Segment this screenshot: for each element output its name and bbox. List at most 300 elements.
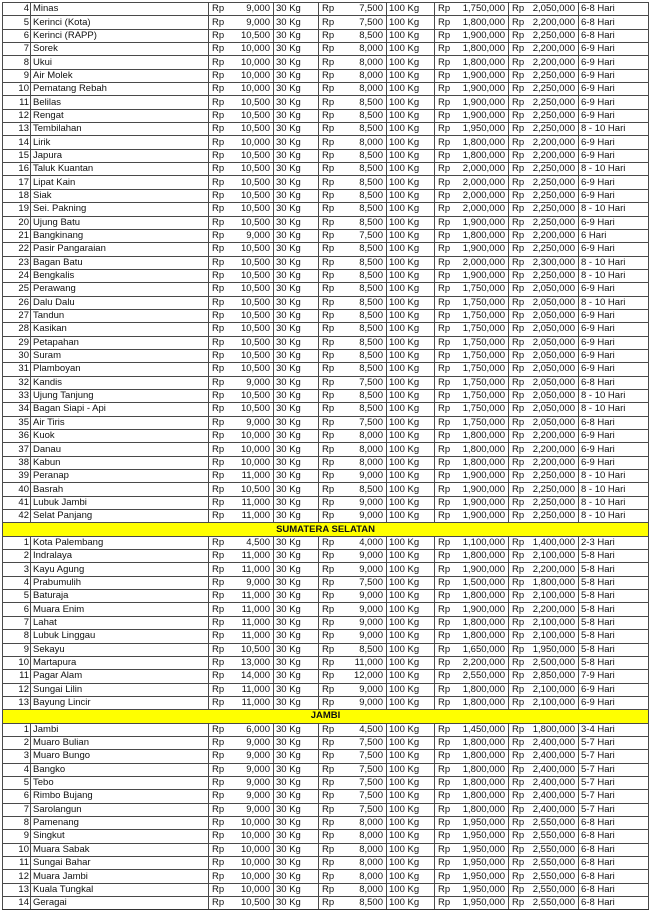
price-per-kg-30: 10,500 bbox=[231, 163, 274, 176]
price-per-kg-30: 10,500 bbox=[231, 363, 274, 376]
currency-label: Rp bbox=[435, 696, 455, 709]
table-row bbox=[3, 510, 649, 523]
price-tier-b: 2,250,000 bbox=[529, 483, 579, 496]
min-weight-100: 100 Kg bbox=[387, 29, 435, 42]
currency-label: Rp bbox=[319, 576, 339, 589]
price-per-kg-30: 4,500 bbox=[231, 536, 274, 549]
delivery-estimate: 6 Hari bbox=[579, 229, 649, 242]
currency-label: Rp bbox=[319, 176, 339, 189]
price-tier-a: 1,900,000 bbox=[455, 496, 509, 509]
delivery-estimate: 5-7 Hari bbox=[579, 803, 649, 816]
table-row bbox=[3, 323, 649, 336]
min-weight-30: 30 Kg bbox=[274, 69, 319, 82]
min-weight-30: 30 Kg bbox=[274, 563, 319, 576]
price-tier-a: 1,750,000 bbox=[455, 296, 509, 309]
delivery-estimate: 6-9 Hari bbox=[579, 430, 649, 443]
currency-label: Rp bbox=[509, 69, 529, 82]
price-tier-b: 2,050,000 bbox=[529, 3, 579, 16]
currency-label: Rp bbox=[509, 296, 529, 309]
table-row bbox=[3, 29, 649, 42]
table-row bbox=[3, 603, 649, 616]
price-tier-a: 1,800,000 bbox=[455, 16, 509, 29]
price-per-kg-30: 10,500 bbox=[231, 203, 274, 216]
price-tier-a: 1,800,000 bbox=[455, 776, 509, 789]
price-per-kg-30: 10,000 bbox=[231, 456, 274, 469]
currency-label: Rp bbox=[435, 403, 455, 416]
currency-label: Rp bbox=[209, 870, 231, 883]
currency-label: Rp bbox=[209, 483, 231, 496]
min-weight-30: 30 Kg bbox=[274, 376, 319, 389]
currency-label: Rp bbox=[319, 189, 339, 202]
city-name: Kota Palembang bbox=[31, 536, 209, 549]
min-weight-30: 30 Kg bbox=[274, 176, 319, 189]
min-weight-30: 30 Kg bbox=[274, 510, 319, 523]
min-weight-100: 100 Kg bbox=[387, 203, 435, 216]
price-per-kg-100: 8,000 bbox=[339, 830, 387, 843]
price-tier-a: 1,950,000 bbox=[455, 816, 509, 829]
currency-label: Rp bbox=[509, 576, 529, 589]
table-row bbox=[3, 229, 649, 242]
price-per-kg-30: 10,500 bbox=[231, 243, 274, 256]
currency-label: Rp bbox=[319, 243, 339, 256]
delivery-estimate: 5-8 Hari bbox=[579, 616, 649, 629]
currency-label: Rp bbox=[209, 229, 231, 242]
price-tier-b: 2,550,000 bbox=[529, 857, 579, 870]
currency-label: Rp bbox=[319, 763, 339, 776]
min-weight-100: 100 Kg bbox=[387, 189, 435, 202]
min-weight-30: 30 Kg bbox=[274, 283, 319, 296]
city-name: Muaro Bungo bbox=[31, 750, 209, 763]
price-per-kg-30: 10,000 bbox=[231, 857, 274, 870]
price-tier-b: 2,050,000 bbox=[529, 283, 579, 296]
table-row bbox=[3, 163, 649, 176]
price-per-kg-100: 8,500 bbox=[339, 123, 387, 136]
price-tier-a: 1,100,000 bbox=[455, 536, 509, 549]
currency-label: Rp bbox=[509, 696, 529, 709]
currency-label: Rp bbox=[435, 656, 455, 669]
currency-label: Rp bbox=[209, 603, 231, 616]
section-header-row bbox=[3, 523, 649, 536]
price-tier-b: 2,250,000 bbox=[529, 470, 579, 483]
currency-label: Rp bbox=[319, 496, 339, 509]
currency-label: Rp bbox=[319, 870, 339, 883]
price-per-kg-100: 9,000 bbox=[339, 563, 387, 576]
table-row bbox=[3, 123, 649, 136]
min-weight-100: 100 Kg bbox=[387, 109, 435, 122]
price-per-kg-100: 9,000 bbox=[339, 470, 387, 483]
table-row bbox=[3, 897, 649, 910]
row-number: 8 bbox=[3, 630, 31, 643]
city-name: Air Molek bbox=[31, 69, 209, 82]
min-weight-100: 100 Kg bbox=[387, 269, 435, 282]
city-name: Basrah bbox=[31, 483, 209, 496]
row-number: 11 bbox=[3, 96, 31, 109]
city-name: Tandun bbox=[31, 309, 209, 322]
price-per-kg-30: 10,500 bbox=[231, 189, 274, 202]
currency-label: Rp bbox=[509, 656, 529, 669]
city-name: Bagan Batu bbox=[31, 256, 209, 269]
row-number: 4 bbox=[3, 763, 31, 776]
currency-label: Rp bbox=[509, 403, 529, 416]
min-weight-30: 30 Kg bbox=[274, 830, 319, 843]
currency-label: Rp bbox=[509, 336, 529, 349]
table-row bbox=[3, 470, 649, 483]
price-tier-b: 2,250,000 bbox=[529, 496, 579, 509]
min-weight-30: 30 Kg bbox=[274, 790, 319, 803]
currency-label: Rp bbox=[435, 510, 455, 523]
currency-label: Rp bbox=[509, 550, 529, 563]
city-name: Baturaja bbox=[31, 590, 209, 603]
price-per-kg-30: 10,500 bbox=[231, 269, 274, 282]
city-name: Pasir Pangaraian bbox=[31, 243, 209, 256]
min-weight-30: 30 Kg bbox=[274, 536, 319, 549]
table-row bbox=[3, 870, 649, 883]
price-tier-b: 2,050,000 bbox=[529, 296, 579, 309]
currency-label: Rp bbox=[509, 283, 529, 296]
currency-label: Rp bbox=[209, 750, 231, 763]
delivery-estimate: 6-8 Hari bbox=[579, 883, 649, 896]
city-name: Suram bbox=[31, 349, 209, 362]
min-weight-30: 30 Kg bbox=[274, 456, 319, 469]
table-row bbox=[3, 683, 649, 696]
price-tier-a: 1,800,000 bbox=[455, 229, 509, 242]
row-number: 39 bbox=[3, 470, 31, 483]
currency-label: Rp bbox=[509, 176, 529, 189]
city-name: Pamenang bbox=[31, 816, 209, 829]
price-tier-a: 1,800,000 bbox=[455, 430, 509, 443]
currency-label: Rp bbox=[319, 163, 339, 176]
currency-label: Rp bbox=[319, 563, 339, 576]
currency-label: Rp bbox=[319, 43, 339, 56]
price-tier-a: 1,800,000 bbox=[455, 149, 509, 162]
currency-label: Rp bbox=[509, 590, 529, 603]
table-row bbox=[3, 723, 649, 736]
delivery-estimate: 6-9 Hari bbox=[579, 56, 649, 69]
city-name: Danau bbox=[31, 443, 209, 456]
table-row bbox=[3, 243, 649, 256]
price-per-kg-30: 10,500 bbox=[231, 96, 274, 109]
currency-label: Rp bbox=[319, 656, 339, 669]
currency-label: Rp bbox=[319, 816, 339, 829]
currency-label: Rp bbox=[435, 243, 455, 256]
price-per-kg-100: 8,000 bbox=[339, 69, 387, 82]
price-per-kg-100: 7,500 bbox=[339, 750, 387, 763]
min-weight-100: 100 Kg bbox=[387, 723, 435, 736]
currency-label: Rp bbox=[509, 56, 529, 69]
price-per-kg-100: 9,000 bbox=[339, 696, 387, 709]
price-per-kg-100: 8,500 bbox=[339, 176, 387, 189]
price-tier-b: 2,250,000 bbox=[529, 243, 579, 256]
city-name: Bengkalis bbox=[31, 269, 209, 282]
delivery-estimate: 6-8 Hari bbox=[579, 376, 649, 389]
currency-label: Rp bbox=[319, 416, 339, 429]
price-per-kg-30: 10,500 bbox=[231, 349, 274, 362]
min-weight-30: 30 Kg bbox=[274, 630, 319, 643]
price-per-kg-30: 10,500 bbox=[231, 149, 274, 162]
delivery-estimate: 6-9 Hari bbox=[579, 683, 649, 696]
price-per-kg-30: 10,000 bbox=[231, 870, 274, 883]
city-name: Kuala Tungkal bbox=[31, 883, 209, 896]
min-weight-100: 100 Kg bbox=[387, 43, 435, 56]
min-weight-100: 100 Kg bbox=[387, 803, 435, 816]
row-number: 17 bbox=[3, 176, 31, 189]
city-name: Prabumulih bbox=[31, 576, 209, 589]
row-number: 3 bbox=[3, 563, 31, 576]
city-name: Sei. Pakning bbox=[31, 203, 209, 216]
price-tier-b: 2,400,000 bbox=[529, 750, 579, 763]
row-number: 36 bbox=[3, 430, 31, 443]
row-number: 21 bbox=[3, 229, 31, 242]
price-per-kg-100: 9,000 bbox=[339, 603, 387, 616]
table-row bbox=[3, 416, 649, 429]
currency-label: Rp bbox=[435, 109, 455, 122]
price-tier-a: 1,900,000 bbox=[455, 83, 509, 96]
price-per-kg-30: 11,000 bbox=[231, 563, 274, 576]
min-weight-100: 100 Kg bbox=[387, 149, 435, 162]
currency-label: Rp bbox=[509, 163, 529, 176]
min-weight-30: 30 Kg bbox=[274, 336, 319, 349]
currency-label: Rp bbox=[435, 43, 455, 56]
min-weight-100: 100 Kg bbox=[387, 776, 435, 789]
price-tier-b: 2,550,000 bbox=[529, 870, 579, 883]
currency-label: Rp bbox=[209, 470, 231, 483]
min-weight-30: 30 Kg bbox=[274, 696, 319, 709]
table-row bbox=[3, 670, 649, 683]
price-per-kg-100: 8,500 bbox=[339, 483, 387, 496]
price-per-kg-100: 8,000 bbox=[339, 83, 387, 96]
min-weight-100: 100 Kg bbox=[387, 216, 435, 229]
currency-label: Rp bbox=[509, 323, 529, 336]
city-name: Sungai Bahar bbox=[31, 857, 209, 870]
min-weight-100: 100 Kg bbox=[387, 69, 435, 82]
price-per-kg-30: 11,000 bbox=[231, 630, 274, 643]
delivery-estimate: 6-9 Hari bbox=[579, 96, 649, 109]
currency-label: Rp bbox=[509, 389, 529, 402]
city-name: Pematang Rebah bbox=[31, 83, 209, 96]
currency-label: Rp bbox=[319, 96, 339, 109]
row-number: 6 bbox=[3, 790, 31, 803]
currency-label: Rp bbox=[209, 349, 231, 362]
currency-label: Rp bbox=[509, 416, 529, 429]
currency-label: Rp bbox=[209, 123, 231, 136]
row-number: 2 bbox=[3, 550, 31, 563]
price-tier-a: 1,750,000 bbox=[455, 363, 509, 376]
price-per-kg-100: 8,500 bbox=[339, 256, 387, 269]
price-tier-a: 1,950,000 bbox=[455, 123, 509, 136]
city-name: Jambi bbox=[31, 723, 209, 736]
delivery-estimate: 6-9 Hari bbox=[579, 243, 649, 256]
min-weight-100: 100 Kg bbox=[387, 897, 435, 910]
price-tier-a: 1,800,000 bbox=[455, 56, 509, 69]
currency-label: Rp bbox=[209, 363, 231, 376]
currency-label: Rp bbox=[435, 803, 455, 816]
row-number: 41 bbox=[3, 496, 31, 509]
price-per-kg-100: 8,000 bbox=[339, 136, 387, 149]
currency-label: Rp bbox=[435, 776, 455, 789]
min-weight-100: 100 Kg bbox=[387, 550, 435, 563]
currency-label: Rp bbox=[435, 897, 455, 910]
min-weight-30: 30 Kg bbox=[274, 189, 319, 202]
price-tier-b: 2,250,000 bbox=[529, 189, 579, 202]
currency-label: Rp bbox=[509, 776, 529, 789]
price-per-kg-100: 8,500 bbox=[339, 336, 387, 349]
min-weight-30: 30 Kg bbox=[274, 43, 319, 56]
price-tier-b: 2,400,000 bbox=[529, 763, 579, 776]
price-per-kg-100: 9,000 bbox=[339, 510, 387, 523]
delivery-estimate: 5-8 Hari bbox=[579, 590, 649, 603]
min-weight-30: 30 Kg bbox=[274, 96, 319, 109]
currency-label: Rp bbox=[209, 430, 231, 443]
currency-label: Rp bbox=[319, 670, 339, 683]
currency-label: Rp bbox=[435, 563, 455, 576]
price-tier-a: 2,000,000 bbox=[455, 256, 509, 269]
currency-label: Rp bbox=[435, 363, 455, 376]
currency-label: Rp bbox=[435, 496, 455, 509]
table-row bbox=[3, 403, 649, 416]
delivery-estimate: 6-9 Hari bbox=[579, 309, 649, 322]
table-row bbox=[3, 563, 649, 576]
currency-label: Rp bbox=[435, 683, 455, 696]
currency-label: Rp bbox=[435, 149, 455, 162]
row-number: 20 bbox=[3, 216, 31, 229]
delivery-estimate: 8 - 10 Hari bbox=[579, 123, 649, 136]
price-tier-a: 1,800,000 bbox=[455, 443, 509, 456]
currency-label: Rp bbox=[209, 736, 231, 749]
min-weight-30: 30 Kg bbox=[274, 109, 319, 122]
delivery-estimate: 6-9 Hari bbox=[579, 349, 649, 362]
currency-label: Rp bbox=[435, 763, 455, 776]
row-number: 35 bbox=[3, 416, 31, 429]
city-name: Air Tiris bbox=[31, 416, 209, 429]
currency-label: Rp bbox=[209, 656, 231, 669]
row-number: 37 bbox=[3, 443, 31, 456]
city-name: Lipat Kain bbox=[31, 176, 209, 189]
price-per-kg-30: 14,000 bbox=[231, 670, 274, 683]
currency-label: Rp bbox=[435, 296, 455, 309]
section-header-row bbox=[3, 710, 649, 723]
price-per-kg-30: 10,000 bbox=[231, 69, 274, 82]
min-weight-100: 100 Kg bbox=[387, 616, 435, 629]
min-weight-100: 100 Kg bbox=[387, 443, 435, 456]
currency-label: Rp bbox=[319, 550, 339, 563]
table-row bbox=[3, 843, 649, 856]
min-weight-100: 100 Kg bbox=[387, 763, 435, 776]
price-per-kg-30: 10,500 bbox=[231, 643, 274, 656]
delivery-estimate: 6-9 Hari bbox=[579, 109, 649, 122]
price-per-kg-30: 10,000 bbox=[231, 843, 274, 856]
currency-label: Rp bbox=[209, 830, 231, 843]
table-row bbox=[3, 616, 649, 629]
currency-label: Rp bbox=[509, 723, 529, 736]
delivery-estimate: 6-8 Hari bbox=[579, 830, 649, 843]
table-row bbox=[3, 803, 649, 816]
row-number: 31 bbox=[3, 363, 31, 376]
city-name: Plamboyan bbox=[31, 363, 209, 376]
currency-label: Rp bbox=[509, 670, 529, 683]
table-row bbox=[3, 763, 649, 776]
min-weight-30: 30 Kg bbox=[274, 229, 319, 242]
table-row bbox=[3, 536, 649, 549]
min-weight-30: 30 Kg bbox=[274, 803, 319, 816]
price-per-kg-100: 8,000 bbox=[339, 443, 387, 456]
price-per-kg-30: 10,000 bbox=[231, 883, 274, 896]
delivery-estimate: 6-9 Hari bbox=[579, 456, 649, 469]
price-per-kg-30: 10,500 bbox=[231, 309, 274, 322]
currency-label: Rp bbox=[509, 803, 529, 816]
price-tier-b: 2,250,000 bbox=[529, 29, 579, 42]
currency-label: Rp bbox=[319, 323, 339, 336]
delivery-estimate: 6-8 Hari bbox=[579, 897, 649, 910]
delivery-estimate: 7-9 Hari bbox=[579, 670, 649, 683]
min-weight-30: 30 Kg bbox=[274, 163, 319, 176]
min-weight-100: 100 Kg bbox=[387, 323, 435, 336]
min-weight-100: 100 Kg bbox=[387, 790, 435, 803]
price-tier-b: 2,250,000 bbox=[529, 176, 579, 189]
currency-label: Rp bbox=[209, 723, 231, 736]
currency-label: Rp bbox=[435, 96, 455, 109]
delivery-estimate: 5-8 Hari bbox=[579, 630, 649, 643]
table-row bbox=[3, 216, 649, 229]
currency-label: Rp bbox=[509, 29, 529, 42]
currency-label: Rp bbox=[319, 283, 339, 296]
currency-label: Rp bbox=[209, 243, 231, 256]
city-name: Rimbo Bujang bbox=[31, 790, 209, 803]
city-name: Sungai Lilin bbox=[31, 683, 209, 696]
city-name: Lubuk Linggau bbox=[31, 630, 209, 643]
table-row bbox=[3, 376, 649, 389]
min-weight-30: 30 Kg bbox=[274, 56, 319, 69]
price-tier-b: 2,050,000 bbox=[529, 416, 579, 429]
price-tier-a: 1,750,000 bbox=[455, 403, 509, 416]
delivery-estimate: 5-8 Hari bbox=[579, 603, 649, 616]
currency-label: Rp bbox=[435, 123, 455, 136]
price-tier-a: 2,200,000 bbox=[455, 656, 509, 669]
city-name: Sarolangun bbox=[31, 803, 209, 816]
price-per-kg-100: 8,500 bbox=[339, 149, 387, 162]
row-number: 24 bbox=[3, 269, 31, 282]
row-number: 10 bbox=[3, 83, 31, 96]
min-weight-100: 100 Kg bbox=[387, 256, 435, 269]
currency-label: Rp bbox=[509, 630, 529, 643]
city-name: Muara Sabak bbox=[31, 843, 209, 856]
currency-label: Rp bbox=[209, 3, 231, 16]
row-number: 13 bbox=[3, 883, 31, 896]
price-tier-a: 1,800,000 bbox=[455, 550, 509, 563]
price-tier-a: 1,950,000 bbox=[455, 830, 509, 843]
currency-label: Rp bbox=[509, 683, 529, 696]
price-tier-b: 2,250,000 bbox=[529, 203, 579, 216]
min-weight-30: 30 Kg bbox=[274, 389, 319, 402]
currency-label: Rp bbox=[319, 309, 339, 322]
table-row bbox=[3, 349, 649, 362]
currency-label: Rp bbox=[435, 389, 455, 402]
min-weight-30: 30 Kg bbox=[274, 323, 319, 336]
price-per-kg-100: 8,500 bbox=[339, 643, 387, 656]
city-name: Kasikan bbox=[31, 323, 209, 336]
min-weight-100: 100 Kg bbox=[387, 349, 435, 362]
currency-label: Rp bbox=[509, 857, 529, 870]
currency-label: Rp bbox=[509, 603, 529, 616]
price-per-kg-30: 10,500 bbox=[231, 109, 274, 122]
price-tier-b: 2,550,000 bbox=[529, 843, 579, 856]
min-weight-100: 100 Kg bbox=[387, 857, 435, 870]
currency-label: Rp bbox=[209, 56, 231, 69]
price-per-kg-30: 10,500 bbox=[231, 29, 274, 42]
currency-label: Rp bbox=[319, 216, 339, 229]
min-weight-30: 30 Kg bbox=[274, 136, 319, 149]
city-name: Bayung Lincir bbox=[31, 696, 209, 709]
row-number: 1 bbox=[3, 536, 31, 549]
